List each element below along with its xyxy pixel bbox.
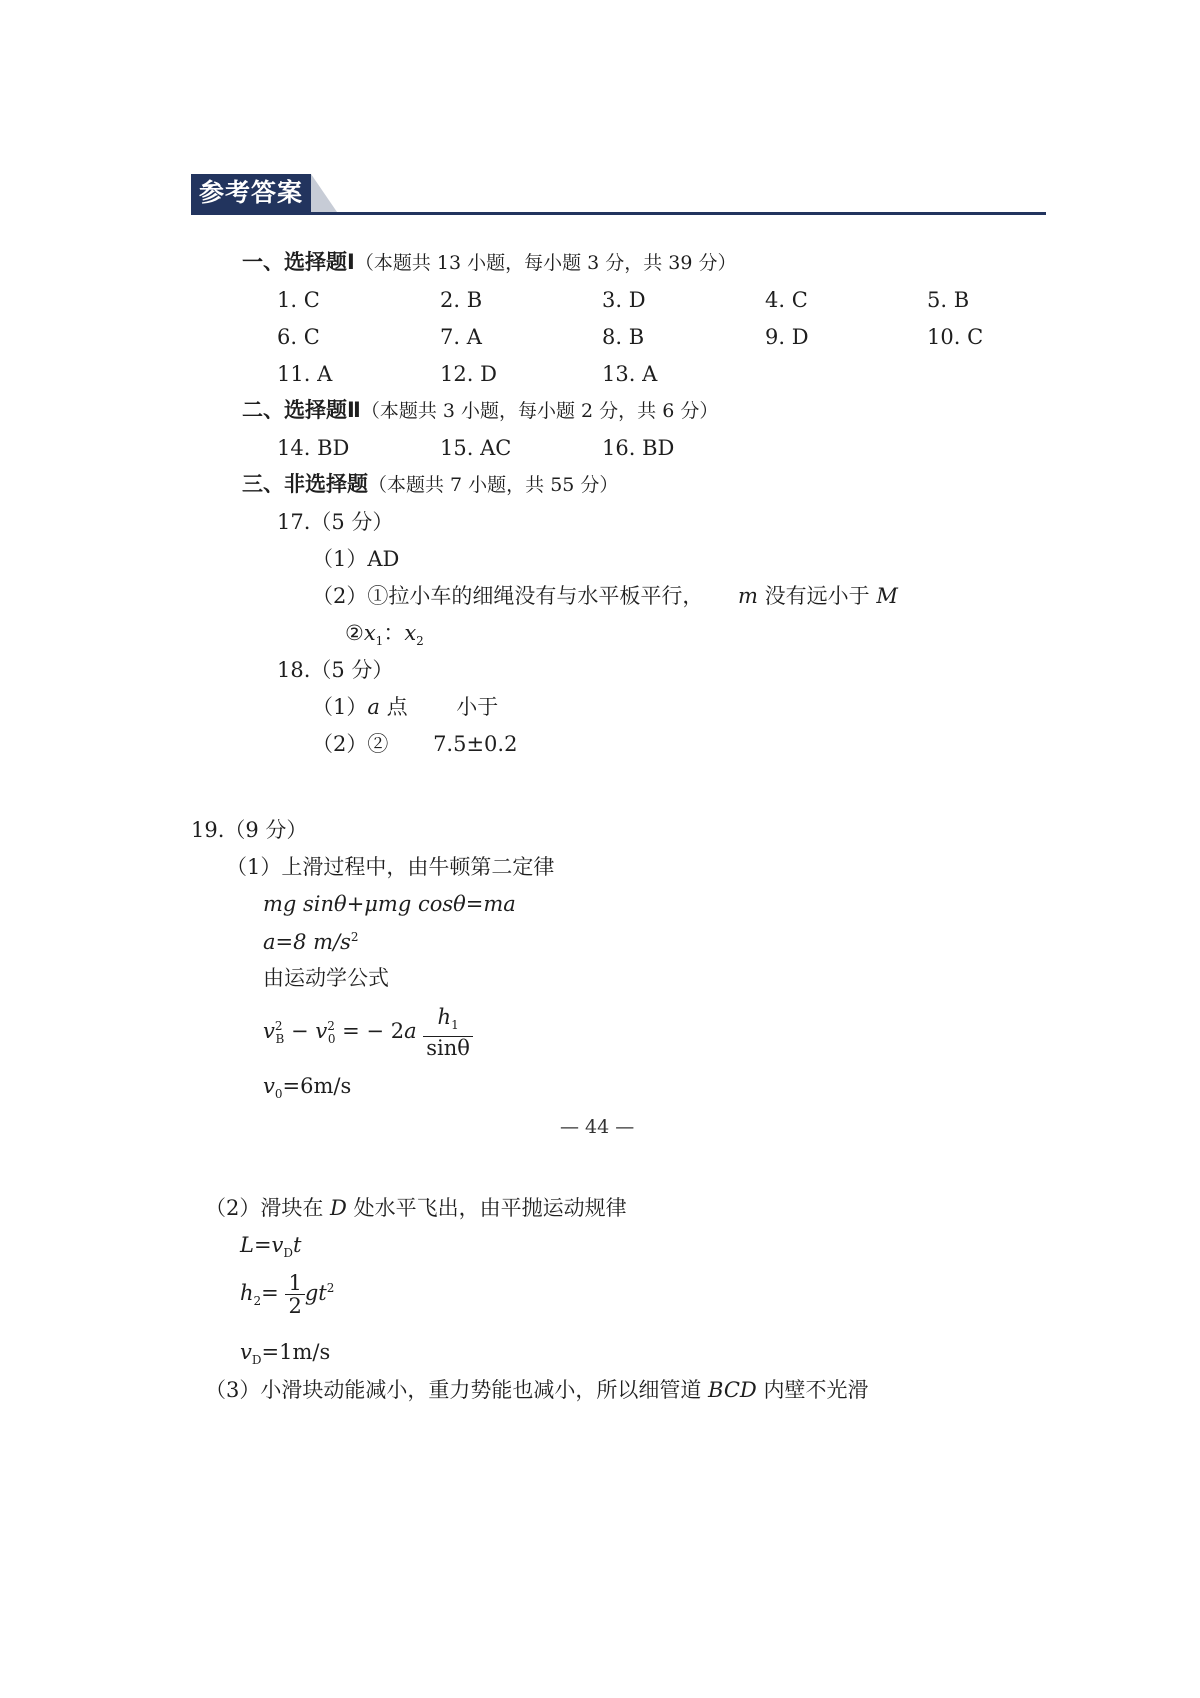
subscript-2: 2 — [416, 634, 424, 649]
subscript-1: 1 — [375, 634, 384, 649]
page-number: — 44 — — [560, 1116, 635, 1138]
q19-part2-label: （2）滑块在 — [205, 1196, 331, 1220]
subscript-D: D — [283, 1246, 294, 1261]
superscript-2: 2 — [326, 1281, 335, 1295]
var-v: v — [263, 1019, 275, 1044]
answer-12: 12. D — [440, 362, 497, 386]
q19-part2-text: 处水平飞出，由平抛运动规律 — [346, 1196, 627, 1220]
denominator-2: 2 — [288, 1294, 302, 1318]
header-notch-decoration — [311, 174, 337, 212]
q19-eq-vD — [240, 1342, 330, 1366]
answer-7: 7. A — [440, 325, 482, 349]
section-3-title: 三、非选择题 — [242, 472, 368, 496]
section-1-heading — [242, 252, 737, 273]
sin-theta: sinθ — [426, 1036, 470, 1061]
answer-8: 8. B — [602, 325, 645, 349]
circled-two: ② — [345, 621, 364, 645]
section-2-note: （本题共 3 小题，每小题 2 分，共 6 分） — [360, 400, 719, 422]
answer-2: 2. B — [440, 288, 483, 312]
q19-heading: 19.（9 分） — [191, 818, 308, 842]
answer-16: 16. BD — [602, 436, 675, 460]
var-h: h — [437, 1005, 452, 1029]
q17-var-M: M — [876, 584, 898, 608]
var-t: t — [293, 1233, 302, 1257]
q18-part2 — [312, 734, 517, 755]
var-h: h — [240, 1281, 254, 1305]
q18-heading: 18.（5 分） — [277, 658, 394, 682]
q17-part2-reason2: 没有远小于 — [757, 584, 877, 608]
answer-11: 11. A — [277, 362, 333, 386]
q19-part3-conclusion: 内壁不光滑 — [756, 1378, 869, 1402]
ratio-colon: ： — [383, 621, 405, 645]
var-x: x — [404, 621, 417, 645]
q18-value: 7.5±0.2 — [433, 732, 518, 756]
q17-part2-reason1: （2）①拉小车的细绳没有与水平板平行， — [312, 584, 704, 608]
numerator-1: 1 — [285, 1272, 304, 1295]
section-3-heading — [242, 474, 618, 495]
answer-3: 3. D — [602, 288, 646, 312]
q19-eq-v0: $v_0=6m/s$ — [263, 1074, 352, 1102]
q18-part1-label: （1） — [312, 695, 368, 719]
section-3-note: （本题共 7 小题，共 55 分） — [368, 474, 619, 496]
subscript-D: D — [251, 1353, 262, 1368]
equals-v: =v — [253, 1233, 284, 1257]
var-L: L — [240, 1233, 254, 1257]
var-a: a — [367, 695, 380, 719]
section-2-title: 二、选择题Ⅱ — [242, 398, 361, 422]
subscript-1: 1 — [451, 1018, 459, 1033]
q17-part2-ratio — [345, 623, 424, 647]
var-v: v — [315, 1019, 328, 1044]
answer-13: 13. A — [602, 362, 658, 386]
superscript-2: 2 — [350, 930, 359, 944]
q17-part1: （1）AD — [312, 547, 400, 571]
answer-4: 4. C — [765, 288, 808, 312]
q19-eq-range — [240, 1235, 302, 1259]
var-BCD: BCD — [708, 1378, 757, 1402]
q19-eq-kinematics: $v^2_B - v^2_0$ = − 2a $\frac{h_1}{\sin\theta}$ — [263, 1006, 473, 1059]
q18-part2-label: （2）② — [312, 732, 389, 756]
q19-eq-newton: mg sinθ+μmg cosθ=ma — [263, 892, 516, 916]
q19-part3-text: （3）小滑块动能减小，重力势能也减小，所以细管道 — [205, 1378, 709, 1402]
answer-14: 14. BD — [277, 436, 350, 460]
q19-part3 — [205, 1380, 868, 1401]
subscript-2: 2 — [253, 1294, 262, 1309]
q17-var-m: m — [738, 584, 758, 608]
q17-part2 — [312, 586, 898, 607]
section-header-title: 参考答案 — [191, 174, 311, 212]
section-1-title: 一、选择题Ⅰ — [242, 250, 355, 274]
equals-sign: = — [261, 1281, 279, 1305]
vD-value: =1m/s — [261, 1340, 331, 1364]
answer-1: 1. C — [277, 288, 320, 312]
answer-9: 9. D — [765, 325, 809, 349]
q19-eq-accel — [263, 931, 359, 953]
var-D: D — [330, 1196, 347, 1220]
answer-15: 15. AC — [440, 436, 512, 460]
q19-part2-intro — [205, 1198, 627, 1219]
header-rule — [191, 212, 1046, 215]
answer-5: 5. B — [927, 288, 970, 312]
q19-kinematics-intro: 由运动学公式 — [263, 966, 389, 990]
v0-value: =6m/s — [282, 1074, 352, 1098]
fraction-one-half — [285, 1272, 304, 1317]
q19-part1-intro: （1）上滑过程中，由牛顿第二定律 — [226, 855, 555, 879]
fraction-h1-over-sin — [423, 1006, 473, 1059]
q17-heading: 17.（5 分） — [277, 510, 394, 534]
section-1-note: （本题共 13 小题，每小题 3 分，共 39 分） — [354, 252, 737, 274]
q18-less-than: 小于 — [456, 695, 499, 719]
answer-6: 6. C — [277, 325, 320, 349]
var-v: v — [240, 1340, 252, 1364]
q18-part1 — [312, 697, 498, 718]
q18-point-word: 点 — [379, 695, 408, 719]
q19-eq-height — [240, 1272, 334, 1317]
section-2-heading — [242, 400, 718, 421]
accel-value: a=8 m/s — [263, 930, 351, 954]
answer-10: 10. C — [927, 325, 984, 349]
var-gt: gt — [304, 1281, 327, 1305]
var-x: x — [363, 621, 376, 645]
